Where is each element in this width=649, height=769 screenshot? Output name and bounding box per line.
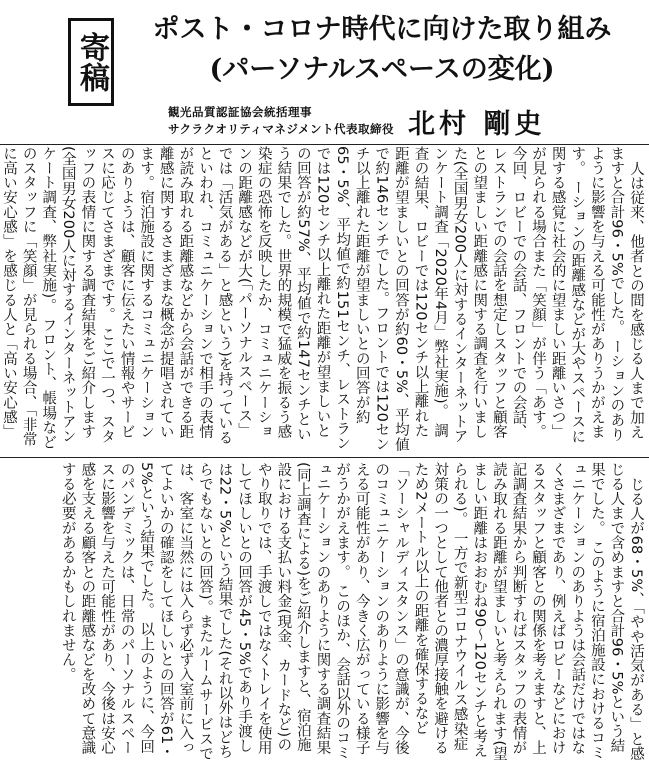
author-role-2: サクラクオリティマネジメント代表取締役 (168, 122, 395, 136)
headline-line-1: ポスト・コロナ時代に向けた取り組み (152, 14, 612, 45)
author-name: 北村 剛史 (408, 108, 546, 140)
body-tier-lower (0, 462, 649, 762)
author-roles (168, 104, 394, 138)
headline-line-2: (パーソナルスペースの変化) (209, 54, 555, 85)
author-block (168, 100, 608, 142)
body-text-lower: じる人が68・5%、「やや活気がある」と感じる人まで含めますと合計96・5%という結果でした。 このように宿泊施設におけるコミュニケーションのありようは会話だけではなくさまざまであり、例えばロビーなどにおけるスタッフと顧客との関係を考えますと、上記調査結果から判断すればスタッフの表情が読み取れる距離が望ましいと考えられます(望ましい距離はおおむね90〜120センチと考えられる)。 一方で新型コロナウイルス感染症対策の一つとして他者との濃厚接触を避けるため2メートル以上の距離を確保するなど「ソーシャルディスタンス」の意識が、今後のコミュニケーションのありように影響を与える可能性があり、今きく広がっている様子がうかがえます。 このほか、会話以外のコミュニケーションのありように関する調査結果(同上調査による)をご紹介しますと、宿泊施設における支払い料金(現金、カードなど)のやり取りでは、手渡しではなくトレイを使用してほしいとの回答が45・5%であり手渡しは22・5%という結果でした(それ以外はどちらでもないとの回答)。またルームサービスでは、客室に当然には入らず必ず入室前に入ってよいかの確認をしてほしいとの回答が61・5%という結果でした。 以上のように、今回のパンデミックは、日常のパーソナルスペースに影響を与えた可能性があり、今後は安心感を支える顧客との距離感などを改めて意識する必要があるかもしれません。 (59, 462, 644, 761)
tier-divider (0, 457, 649, 458)
body-text-upper: 人は従来、他者との間を感じる人まで加えますと合計96・5%でした。 ーションのありように影響を与える可能性がありうかがえます。 ーションの距離感などが大やスペースに関する感覚に社会的に望ましい距離いさつ」が見られる場合また「笑顔」が伴う「あす。今回、ロビーでの会話、フロントでの会話、レストランでの会話を想定しスタッフと顧客との望ましい距離感に関する調査を行いました(全国男女200人に対するインターネットアンケート調査「2020年4月」弊社実施)。 調査の結果、ロビーでは120センチ以上離れた距離が望ましいとの回答が約60・5%、平均値で約146センチでした。フロントでは120センチ以上離れた距離が望ましいとの回答が約65・5%、平均値で約151センチ、レストランでは120センチ以上離れた距離が望ましいとの回答が約57%、平均値で約147センチという結果でした。世界的規模で猛威を振るう感染症の恐怖を反映したか、コミュニケーションの距離感などが大(「パーソナルスペース」では「活気がある」と感という)を持っているといわれ、コミュニケーションで相手の表情が読み取れる距離感などから会話ができる距離感に関するさまざまな概念が提唱されています。宿泊施設に関するコミュニケーションのありようは、顧客に伝えたい情報やサービスに応じてさまざまです。 ここで一つ、スタッフの表情に関する調査結果をご紹介します(全国男女200人に対するインターネットアンケート調査、弊社実施)。 フロント、帳場などのスタッフに「笑顔」が見られる場合、「非常に高い安心感」を感じる人と「高い安心感」 (1, 146, 644, 452)
author-role-1: 観光品質認証協会統括理事 (168, 105, 312, 119)
header-divider (0, 144, 649, 145)
headline (132, 10, 632, 90)
body-tier-upper (0, 146, 649, 452)
contribution-badge: 寄稿 (68, 18, 114, 106)
